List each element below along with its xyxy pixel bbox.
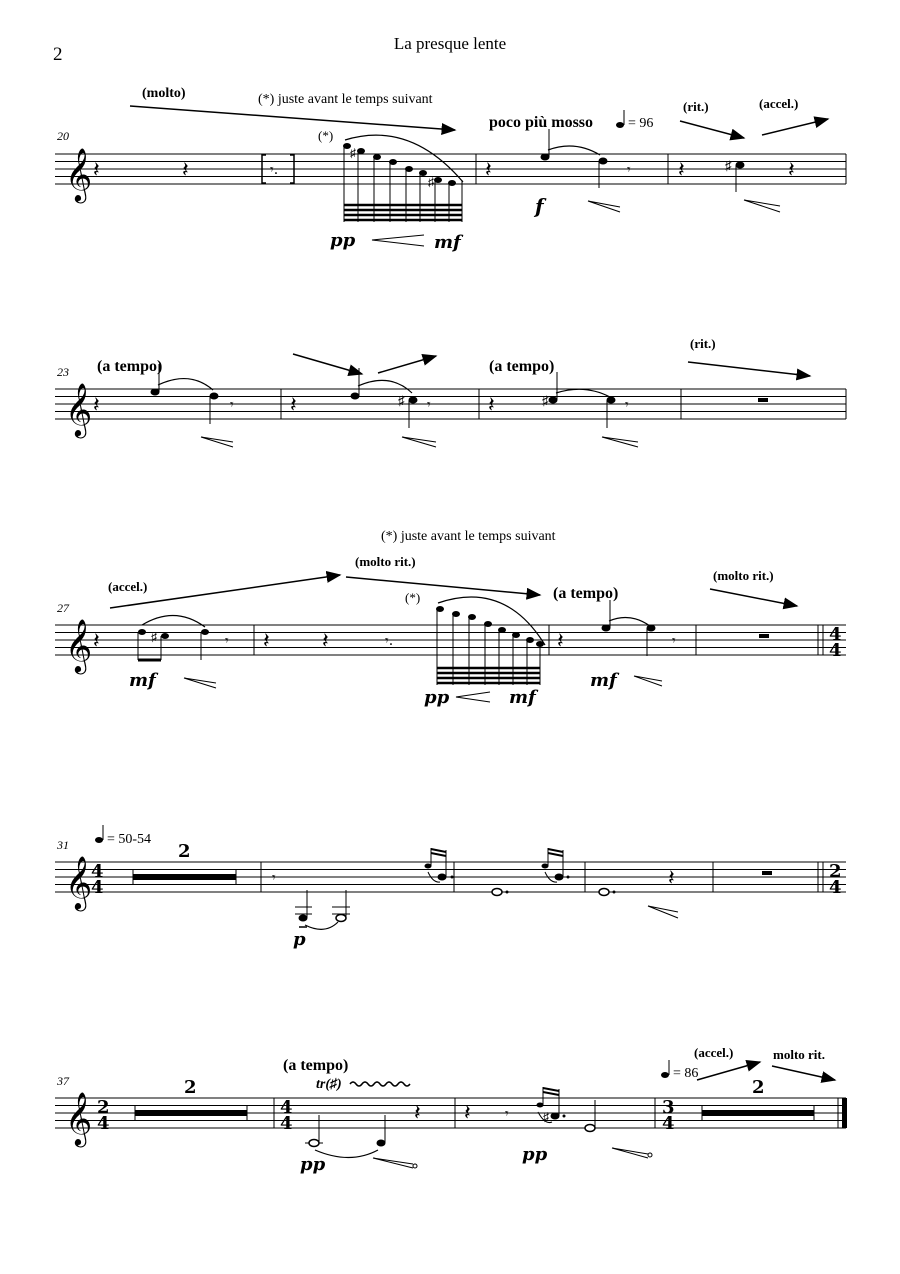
quarter-rest-icon: 𝄽 — [788, 158, 795, 183]
system-5 — [55, 1045, 847, 1175]
tempo-arrow — [130, 106, 455, 130]
time-sig-top: 4 — [280, 1097, 293, 1118]
time-sig-top: 4 — [91, 861, 104, 882]
svg-text:𝄽: 𝄽 — [263, 629, 270, 654]
treble-clef-icon: 𝄞 — [65, 855, 93, 909]
svg-text:𝄾: 𝄾 — [230, 397, 234, 413]
molto-rit-marking: molto rit. — [773, 1047, 825, 1062]
decrescendo-hairpin — [588, 201, 620, 212]
svg-text:𝄽: 𝄽 — [557, 629, 564, 654]
time-sig-bottom: 4 — [662, 1113, 675, 1134]
a-tempo-marking: (a tempo) — [97, 358, 163, 375]
svg-text:𝄽: 𝄽 — [464, 1101, 471, 1126]
system-4 — [55, 825, 846, 950]
time-sig-bottom: 4 — [280, 1113, 293, 1134]
svg-text:𝄾: 𝄾 — [272, 870, 276, 886]
poco-piu-mosso: poco più mosso — [489, 114, 594, 131]
system-3 — [55, 529, 846, 708]
a-tempo-marking: (a tempo) — [283, 1057, 349, 1074]
page-number: 2 — [53, 44, 63, 65]
a-tempo-marking: (a tempo) — [489, 358, 555, 375]
svg-text:♯: ♯ — [398, 393, 405, 408]
tempo-50-54: = 50-54 — [107, 832, 152, 847]
footnote-star: (*) — [405, 590, 421, 605]
trill-wave — [350, 1082, 410, 1086]
trill-marking: tr(♯) — [316, 1077, 342, 1092]
dynamic-mf: mf — [434, 232, 461, 253]
quarter-rest-icon: 𝄽 — [485, 158, 492, 183]
footnote-text: (*) juste avant le temps suivant — [258, 92, 433, 107]
multirest-count: 2 — [752, 1077, 765, 1098]
dynamic-pp: pp — [330, 230, 356, 251]
sharp-icon: ♯ — [350, 146, 356, 160]
dynamic-pp: pp — [424, 687, 450, 708]
molto-rit-marking: (molto rit.) — [355, 554, 416, 569]
svg-text:𝄾: 𝄾 — [225, 633, 229, 649]
time-sig-bottom: 4 — [829, 640, 842, 661]
svg-text:𝄽: 𝄽 — [322, 629, 329, 654]
whole-rest-icon — [762, 871, 772, 875]
tempo-86: = 86 — [673, 1066, 699, 1081]
molto-marking: (molto) — [142, 86, 186, 101]
time-sig-top: 2 — [829, 861, 842, 882]
eighth-rest-icon: 𝄾 — [627, 162, 631, 178]
a-tempo-marking: (a tempo) — [553, 585, 619, 602]
treble-clef-icon: 𝄞 — [65, 382, 93, 436]
multirest-bar — [135, 1110, 247, 1116]
measure-number: 20 — [57, 129, 69, 143]
tempo-96: = 96 — [628, 116, 654, 131]
measure-number: 23 — [57, 365, 69, 379]
svg-text:𝄽: 𝄽 — [414, 1101, 421, 1126]
grace-run — [436, 597, 545, 685]
rit-marking: (rit.) — [683, 99, 709, 114]
molto-rit-marking: (molto rit.) — [713, 568, 774, 583]
measure-number: 37 — [57, 1074, 69, 1088]
multirest-count: 2 — [178, 841, 191, 862]
tempo-arrow — [762, 119, 828, 135]
footnote-star: (*) — [318, 128, 334, 143]
quarter-rest-icon: 𝄽 — [678, 158, 685, 183]
svg-text:𝄾: 𝄾 — [505, 1106, 509, 1122]
whole-rest-icon — [759, 634, 769, 638]
measure-number: 27 — [57, 601, 69, 615]
tempo-arrow — [680, 121, 744, 138]
dynamic-mf: mf — [509, 687, 536, 708]
svg-text:𝄾: 𝄾 — [427, 397, 431, 413]
quarter-note-icon — [616, 110, 624, 128]
quarter-rest-icon: 𝄽 — [182, 158, 189, 183]
final-barline — [842, 1098, 847, 1128]
svg-text:♯: ♯ — [542, 393, 549, 408]
whole-rest-icon — [758, 398, 768, 402]
multirest-bar — [702, 1110, 814, 1116]
svg-text:𝄽: 𝄽 — [93, 629, 100, 654]
dynamic-pp: pp — [522, 1144, 548, 1165]
footnote-text: (*) juste avant le temps suivant — [381, 529, 556, 544]
time-sig-bottom: 4 — [97, 1113, 110, 1134]
svg-text:𝄾: 𝄾 — [672, 633, 676, 649]
dynamic-p: p — [293, 929, 306, 950]
accel-marking: (accel.) — [108, 579, 148, 594]
system-2 — [55, 336, 846, 447]
svg-text:𝄾.: 𝄾. — [385, 633, 394, 649]
svg-text:𝄽: 𝄽 — [488, 393, 495, 418]
dynamic-mf: mf — [129, 670, 156, 691]
system-1 — [55, 86, 846, 253]
dynamic-f: f — [535, 194, 544, 218]
time-sig-top: 3 — [662, 1097, 675, 1118]
time-sig-top: 4 — [829, 624, 842, 645]
svg-text:𝄾: 𝄾 — [625, 397, 629, 413]
grace-run — [343, 135, 463, 222]
quarter-note-icon — [661, 1060, 669, 1078]
page-title: La presque lente — [393, 34, 507, 53]
accel-marking: (accel.) — [759, 96, 799, 111]
time-sig-top: 2 — [97, 1097, 110, 1118]
treble-clef-icon: 𝄞 — [65, 147, 93, 201]
rit-marking: (rit.) — [690, 336, 716, 351]
decrescendo-hairpin — [744, 200, 780, 212]
quarter-rest-icon: 𝄽 — [93, 158, 100, 183]
treble-clef-icon: 𝄞 — [65, 1091, 93, 1145]
time-sig-bottom: 4 — [829, 877, 842, 898]
sharp-icon: ♯ — [725, 158, 732, 173]
svg-text:♯: ♯ — [151, 630, 157, 644]
treble-clef-icon: 𝄞 — [65, 618, 93, 672]
accel-marking: (accel.) — [694, 1045, 734, 1060]
dynamic-mf: mf — [590, 670, 617, 691]
quarter-rest-icon: 𝄽 — [93, 393, 100, 418]
eighth-rest-icon: 𝄾. — [270, 162, 279, 178]
multirest-count: 2 — [184, 1077, 197, 1098]
quarter-note-icon — [95, 825, 103, 843]
note-head — [541, 154, 550, 161]
multirest-bar — [133, 874, 236, 880]
crescendo-hairpin — [372, 235, 424, 246]
svg-text:𝄽: 𝄽 — [668, 866, 675, 891]
time-sig-bottom: 4 — [91, 877, 104, 898]
sharp-icon: ♯ — [428, 175, 434, 189]
measure-number: 31 — [57, 838, 69, 852]
svg-text:♯: ♯ — [543, 1110, 549, 1124]
svg-text:𝄽: 𝄽 — [290, 393, 297, 418]
dynamic-pp: pp — [300, 1154, 326, 1175]
